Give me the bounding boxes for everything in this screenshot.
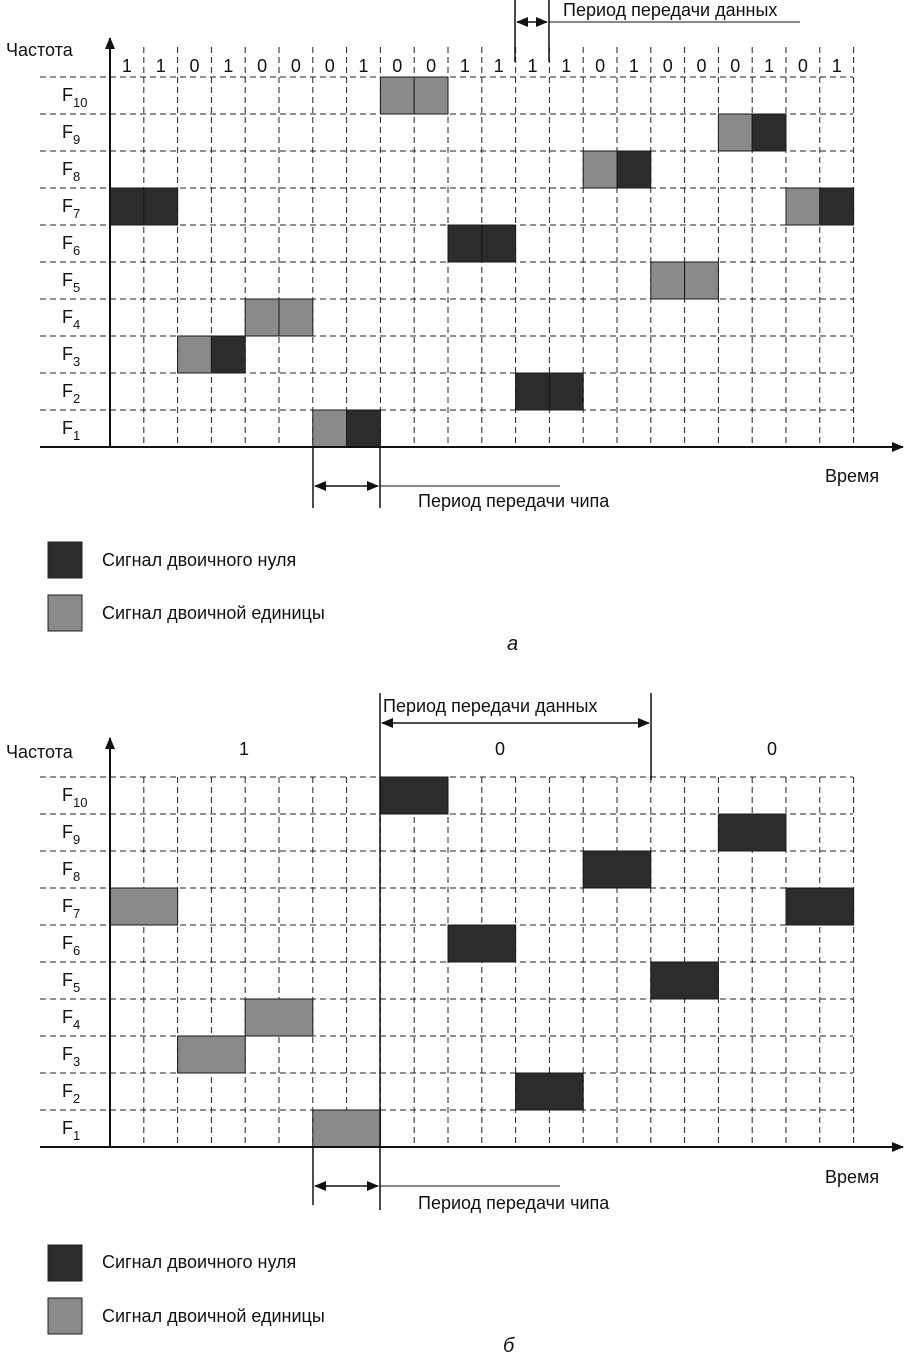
diagram-a-x-axis-label: Время bbox=[825, 466, 880, 486]
signal-cell-zero bbox=[211, 336, 245, 373]
bit-label: 1 bbox=[628, 56, 639, 76]
diagram-a-panel-label: а bbox=[507, 633, 519, 655]
signal-cell-one bbox=[279, 299, 313, 336]
signal-cell-zero bbox=[448, 925, 516, 962]
frequency-label: $F_2$ bbox=[62, 381, 81, 406]
diagram-b-chip-period-label: Период передачи чипа bbox=[418, 1193, 610, 1213]
diagram-b-legend-swatch-zero bbox=[48, 1245, 82, 1281]
frequency-label: $F_7$ bbox=[62, 896, 81, 921]
bit-label: 0 bbox=[730, 56, 741, 76]
signal-cell-one bbox=[651, 262, 685, 299]
diagram-b-x-axis-label: Время bbox=[825, 1167, 880, 1187]
bit-label: 0 bbox=[662, 56, 673, 76]
bit-label: 0 bbox=[324, 56, 335, 76]
signal-cell-one bbox=[380, 77, 414, 114]
bit-label: 0 bbox=[189, 56, 200, 76]
bit-label: 0 bbox=[494, 739, 506, 759]
signal-cell-one bbox=[583, 151, 617, 188]
frequency-label: $F_8$ bbox=[62, 159, 81, 184]
signal-cell-zero bbox=[380, 777, 448, 814]
bit-label: 0 bbox=[290, 56, 301, 76]
bit-label: 0 bbox=[696, 56, 707, 76]
frequency-label: $F_5$ bbox=[62, 970, 81, 995]
signal-cell-zero bbox=[549, 373, 583, 410]
signal-cell-one bbox=[685, 262, 719, 299]
frequency-label: $F_3$ bbox=[62, 1044, 81, 1069]
diagram-b-bits bbox=[239, 739, 777, 759]
bit-label: 1 bbox=[121, 56, 132, 76]
signal-cell-zero bbox=[786, 888, 854, 925]
frequency-label: $F_3$ bbox=[62, 344, 81, 369]
signal-cell-zero bbox=[651, 962, 719, 999]
signal-cell-zero bbox=[583, 851, 651, 888]
diagram-b bbox=[6, 693, 903, 1357]
bit-label: 0 bbox=[257, 56, 268, 76]
frequency-label: $F_8$ bbox=[62, 859, 81, 884]
bit-label: 0 bbox=[595, 56, 606, 76]
frequency-label: $F_9$ bbox=[62, 122, 81, 147]
frequency-label: $F_4$ bbox=[62, 1007, 81, 1032]
signal-cell-one bbox=[245, 999, 313, 1036]
frequency-label: $F_9$ bbox=[62, 822, 81, 847]
bit-label: 1 bbox=[459, 56, 470, 76]
bit-label: 1 bbox=[493, 56, 504, 76]
bit-label: 1 bbox=[527, 56, 538, 76]
signal-cell-one bbox=[110, 888, 178, 925]
signal-cell-one bbox=[313, 1110, 381, 1147]
bit-label: 1 bbox=[238, 739, 250, 759]
frequency-label: $F_5$ bbox=[62, 270, 81, 295]
diagram-a-y-axis-label: Частота bbox=[6, 40, 73, 60]
frequency-label: $F_6$ bbox=[62, 933, 81, 958]
frequency-label: $F_{10}$ bbox=[62, 85, 88, 110]
frequency-label: $F_4$ bbox=[62, 307, 81, 332]
diagram-b-panel-label: б bbox=[503, 1335, 515, 1357]
diagram-a-chip-period-label: Период передачи чипа bbox=[418, 491, 610, 511]
frequency-label: $F_2$ bbox=[62, 1081, 81, 1106]
signal-cell-one bbox=[178, 1036, 246, 1073]
signal-cell-one bbox=[786, 188, 820, 225]
signal-cell-zero bbox=[110, 188, 144, 225]
diagram-b-legend-swatch-one bbox=[48, 1298, 82, 1334]
signal-cell-zero bbox=[516, 1073, 584, 1110]
signal-cell-zero bbox=[516, 373, 550, 410]
diagram-a-legend-label-one: Сигнал двоичной единицы bbox=[102, 603, 325, 623]
bit-label: 1 bbox=[831, 56, 842, 76]
diagram-b-y-axis-label: Частота bbox=[6, 742, 73, 762]
bit-label: 0 bbox=[766, 739, 778, 759]
frequency-label: $F_{10}$ bbox=[62, 785, 88, 810]
signal-cell-one bbox=[313, 410, 347, 447]
signal-cell-one bbox=[245, 299, 279, 336]
bit-label: 0 bbox=[797, 56, 808, 76]
bit-label: 1 bbox=[764, 56, 775, 76]
signal-cell-zero bbox=[752, 114, 786, 151]
bit-label: 1 bbox=[561, 56, 572, 76]
frequency-label: $F_6$ bbox=[62, 233, 81, 258]
signal-cell-zero bbox=[617, 151, 651, 188]
signal-cell-zero bbox=[144, 188, 178, 225]
diagram-a-legend-swatch-zero bbox=[48, 542, 82, 578]
bit-label: 0 bbox=[426, 56, 437, 76]
signal-cell-zero bbox=[448, 225, 482, 262]
diagram-b-legend-label-one: Сигнал двоичной единицы bbox=[102, 1306, 325, 1326]
bit-label: 1 bbox=[223, 56, 234, 76]
frequency-label: $F_7$ bbox=[62, 196, 81, 221]
diagram-a-legend-label-zero: Сигнал двоичного нуля bbox=[102, 550, 297, 570]
diagram-a bbox=[6, 0, 903, 655]
signal-cell-one bbox=[718, 114, 752, 151]
bit-label: 0 bbox=[392, 56, 403, 76]
diagram-b-data-period-label: Период передачи данных bbox=[383, 696, 598, 716]
signal-cell-one bbox=[178, 336, 212, 373]
diagram-a-legend-swatch-one bbox=[48, 595, 82, 631]
signal-cell-zero bbox=[820, 188, 854, 225]
diagram-b-frequency-labels bbox=[62, 785, 87, 1143]
signal-cell-zero bbox=[718, 814, 786, 851]
frequency-label: $F_1$ bbox=[62, 1118, 81, 1143]
signal-cell-zero bbox=[482, 225, 516, 262]
diagram-a-data-period-label: Период передачи данных bbox=[563, 0, 778, 20]
signal-cell-zero bbox=[347, 410, 381, 447]
diagram-a-frequency-labels bbox=[62, 85, 87, 443]
frequency-label: $F_1$ bbox=[62, 418, 81, 443]
bit-label: 1 bbox=[358, 56, 369, 76]
signal-cell-one bbox=[414, 77, 448, 114]
diagram-b-legend-label-zero: Сигнал двоичного нуля bbox=[102, 1252, 297, 1272]
bit-label: 1 bbox=[155, 56, 166, 76]
